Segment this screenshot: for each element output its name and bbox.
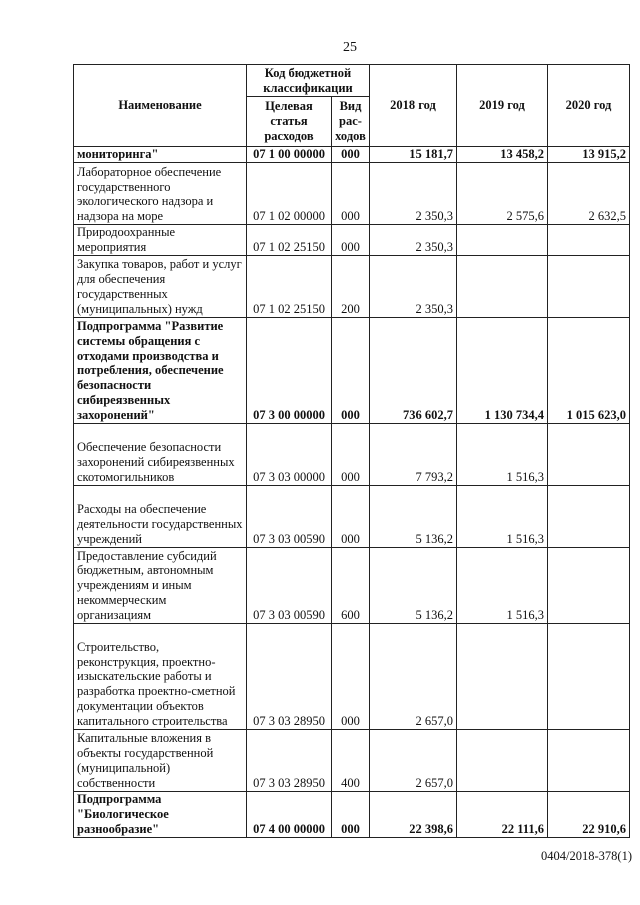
- row-target-code-cell: 07 3 03 28950: [247, 729, 332, 791]
- row-2019-cell: 22 111,6: [457, 791, 548, 837]
- row-expense-type-cell: 000: [332, 423, 370, 485]
- row-name-cell: Обеспечение безопасности захоронений сибиреязвенных скотомогильников: [74, 423, 247, 485]
- row-2018-cell: 7 793,2: [370, 423, 457, 485]
- table-row: [74, 729, 630, 791]
- row-expense-type-cell: 000: [332, 791, 370, 837]
- document-code: 0404/2018-378(1): [541, 849, 632, 863]
- row-2018-cell: 2 350,3: [370, 163, 457, 225]
- row-2020-cell: [548, 423, 630, 485]
- row-2019-cell: 1 130 734,4: [457, 317, 548, 423]
- row-2018-cell: 15 181,7: [370, 147, 457, 163]
- row-expense-type-cell: 000: [332, 225, 370, 256]
- row-2020-cell: [548, 729, 630, 791]
- row-name-cell: Закупка товаров, работ и услуг для обеспечения государственных (муниципальных) нужд: [74, 255, 247, 317]
- row-target-code-cell: 07 3 03 28950: [247, 623, 332, 729]
- row-target-code-cell: 07 3 03 00590: [247, 547, 332, 623]
- row-2018-cell: 2 657,0: [370, 729, 457, 791]
- row-2020-cell: 13 915,2: [548, 147, 630, 163]
- row-name-cell: Лабораторное обеспечение государственного экологического надзора и надзора на море: [74, 163, 247, 225]
- row-target-code-cell: 07 3 00 00000: [247, 317, 332, 423]
- table-row: [74, 791, 630, 837]
- row-name-cell: Строительство, реконструкция, проектно-изыскательские работы и разработка проектно-сметной документации объектов капитального строительства: [74, 623, 247, 729]
- row-2019-cell: 1 516,3: [457, 547, 548, 623]
- table-row: [74, 623, 630, 729]
- header-code-group: Код бюджетной классификации: [247, 65, 370, 97]
- row-name-cell: Капитальные вложения в объекты государственной (муниципальной) собственности: [74, 729, 247, 791]
- row-expense-type-cell: 400: [332, 729, 370, 791]
- row-2018-cell: 2 350,3: [370, 225, 457, 256]
- row-target-code-cell: 07 1 02 25150: [247, 255, 332, 317]
- row-target-code-cell: 07 3 03 00000: [247, 423, 332, 485]
- row-target-code-cell: 07 1 00 00000: [247, 147, 332, 163]
- row-2020-cell: 22 910,6: [548, 791, 630, 837]
- row-2018-cell: 2 657,0: [370, 623, 457, 729]
- row-expense-type-cell: 000: [332, 485, 370, 547]
- header-target-article: Целевая статья расходов: [247, 97, 332, 147]
- table-body: [74, 147, 630, 838]
- row-2019-cell: [457, 255, 548, 317]
- row-2019-cell: 2 575,6: [457, 163, 548, 225]
- row-2018-cell: 5 136,2: [370, 547, 457, 623]
- header-2019: 2019 год: [457, 65, 548, 147]
- row-expense-type-cell: 000: [332, 317, 370, 423]
- row-2019-cell: 1 516,3: [457, 485, 548, 547]
- row-target-code-cell: 07 3 03 00590: [247, 485, 332, 547]
- header-expense-type: Вид рас-ходов: [332, 97, 370, 147]
- row-2019-cell: [457, 225, 548, 256]
- row-name-cell: Расходы на обеспечение деятельности государственных учреждений: [74, 485, 247, 547]
- table-row: [74, 317, 630, 423]
- page-number: 25: [343, 40, 357, 55]
- row-2018-cell: 22 398,6: [370, 791, 457, 837]
- row-name-cell: мониторинга": [74, 147, 247, 163]
- table-row: [74, 255, 630, 317]
- row-expense-type-cell: 600: [332, 547, 370, 623]
- row-name-cell: Подпрограмма "Биологическое разнообразие": [74, 791, 247, 837]
- header-name: Наименование: [74, 65, 247, 147]
- row-expense-type-cell: 000: [332, 163, 370, 225]
- row-expense-type-cell: 000: [332, 623, 370, 729]
- table-row: [74, 423, 630, 485]
- row-2018-cell: 5 136,2: [370, 485, 457, 547]
- row-target-code-cell: 07 1 02 25150: [247, 225, 332, 256]
- table-row: [74, 547, 630, 623]
- row-2019-cell: [457, 623, 548, 729]
- row-name-cell: Природоохранные мероприятия: [74, 225, 247, 256]
- row-2019-cell: 13 458,2: [457, 147, 548, 163]
- row-2018-cell: 2 350,3: [370, 255, 457, 317]
- row-2020-cell: 2 632,5: [548, 163, 630, 225]
- header-2020: 2020 год: [548, 65, 630, 147]
- row-2020-cell: [548, 547, 630, 623]
- row-2020-cell: [548, 623, 630, 729]
- table-row: [74, 485, 630, 547]
- row-name-cell: Подпрограмма "Развитие системы обращения с отходами производства и потребления, обеспечение безопасности сибиреязвенных захоронений": [74, 317, 247, 423]
- header-2018: 2018 год: [370, 65, 457, 147]
- row-expense-type-cell: 000: [332, 147, 370, 163]
- row-2020-cell: [548, 255, 630, 317]
- row-2020-cell: [548, 485, 630, 547]
- row-target-code-cell: 07 1 02 00000: [247, 163, 332, 225]
- table-row: [74, 147, 630, 163]
- row-expense-type-cell: 200: [332, 255, 370, 317]
- row-name-cell: Предоставление субсидий бюджетным, автономным учреждениям и иным некоммерческим организациям: [74, 547, 247, 623]
- budget-table: [73, 64, 630, 838]
- row-2020-cell: [548, 225, 630, 256]
- row-2019-cell: [457, 729, 548, 791]
- table-row: [74, 225, 630, 256]
- table-row: [74, 163, 630, 225]
- row-2020-cell: 1 015 623,0: [548, 317, 630, 423]
- row-2018-cell: 736 602,7: [370, 317, 457, 423]
- row-2019-cell: 1 516,3: [457, 423, 548, 485]
- row-target-code-cell: 07 4 00 00000: [247, 791, 332, 837]
